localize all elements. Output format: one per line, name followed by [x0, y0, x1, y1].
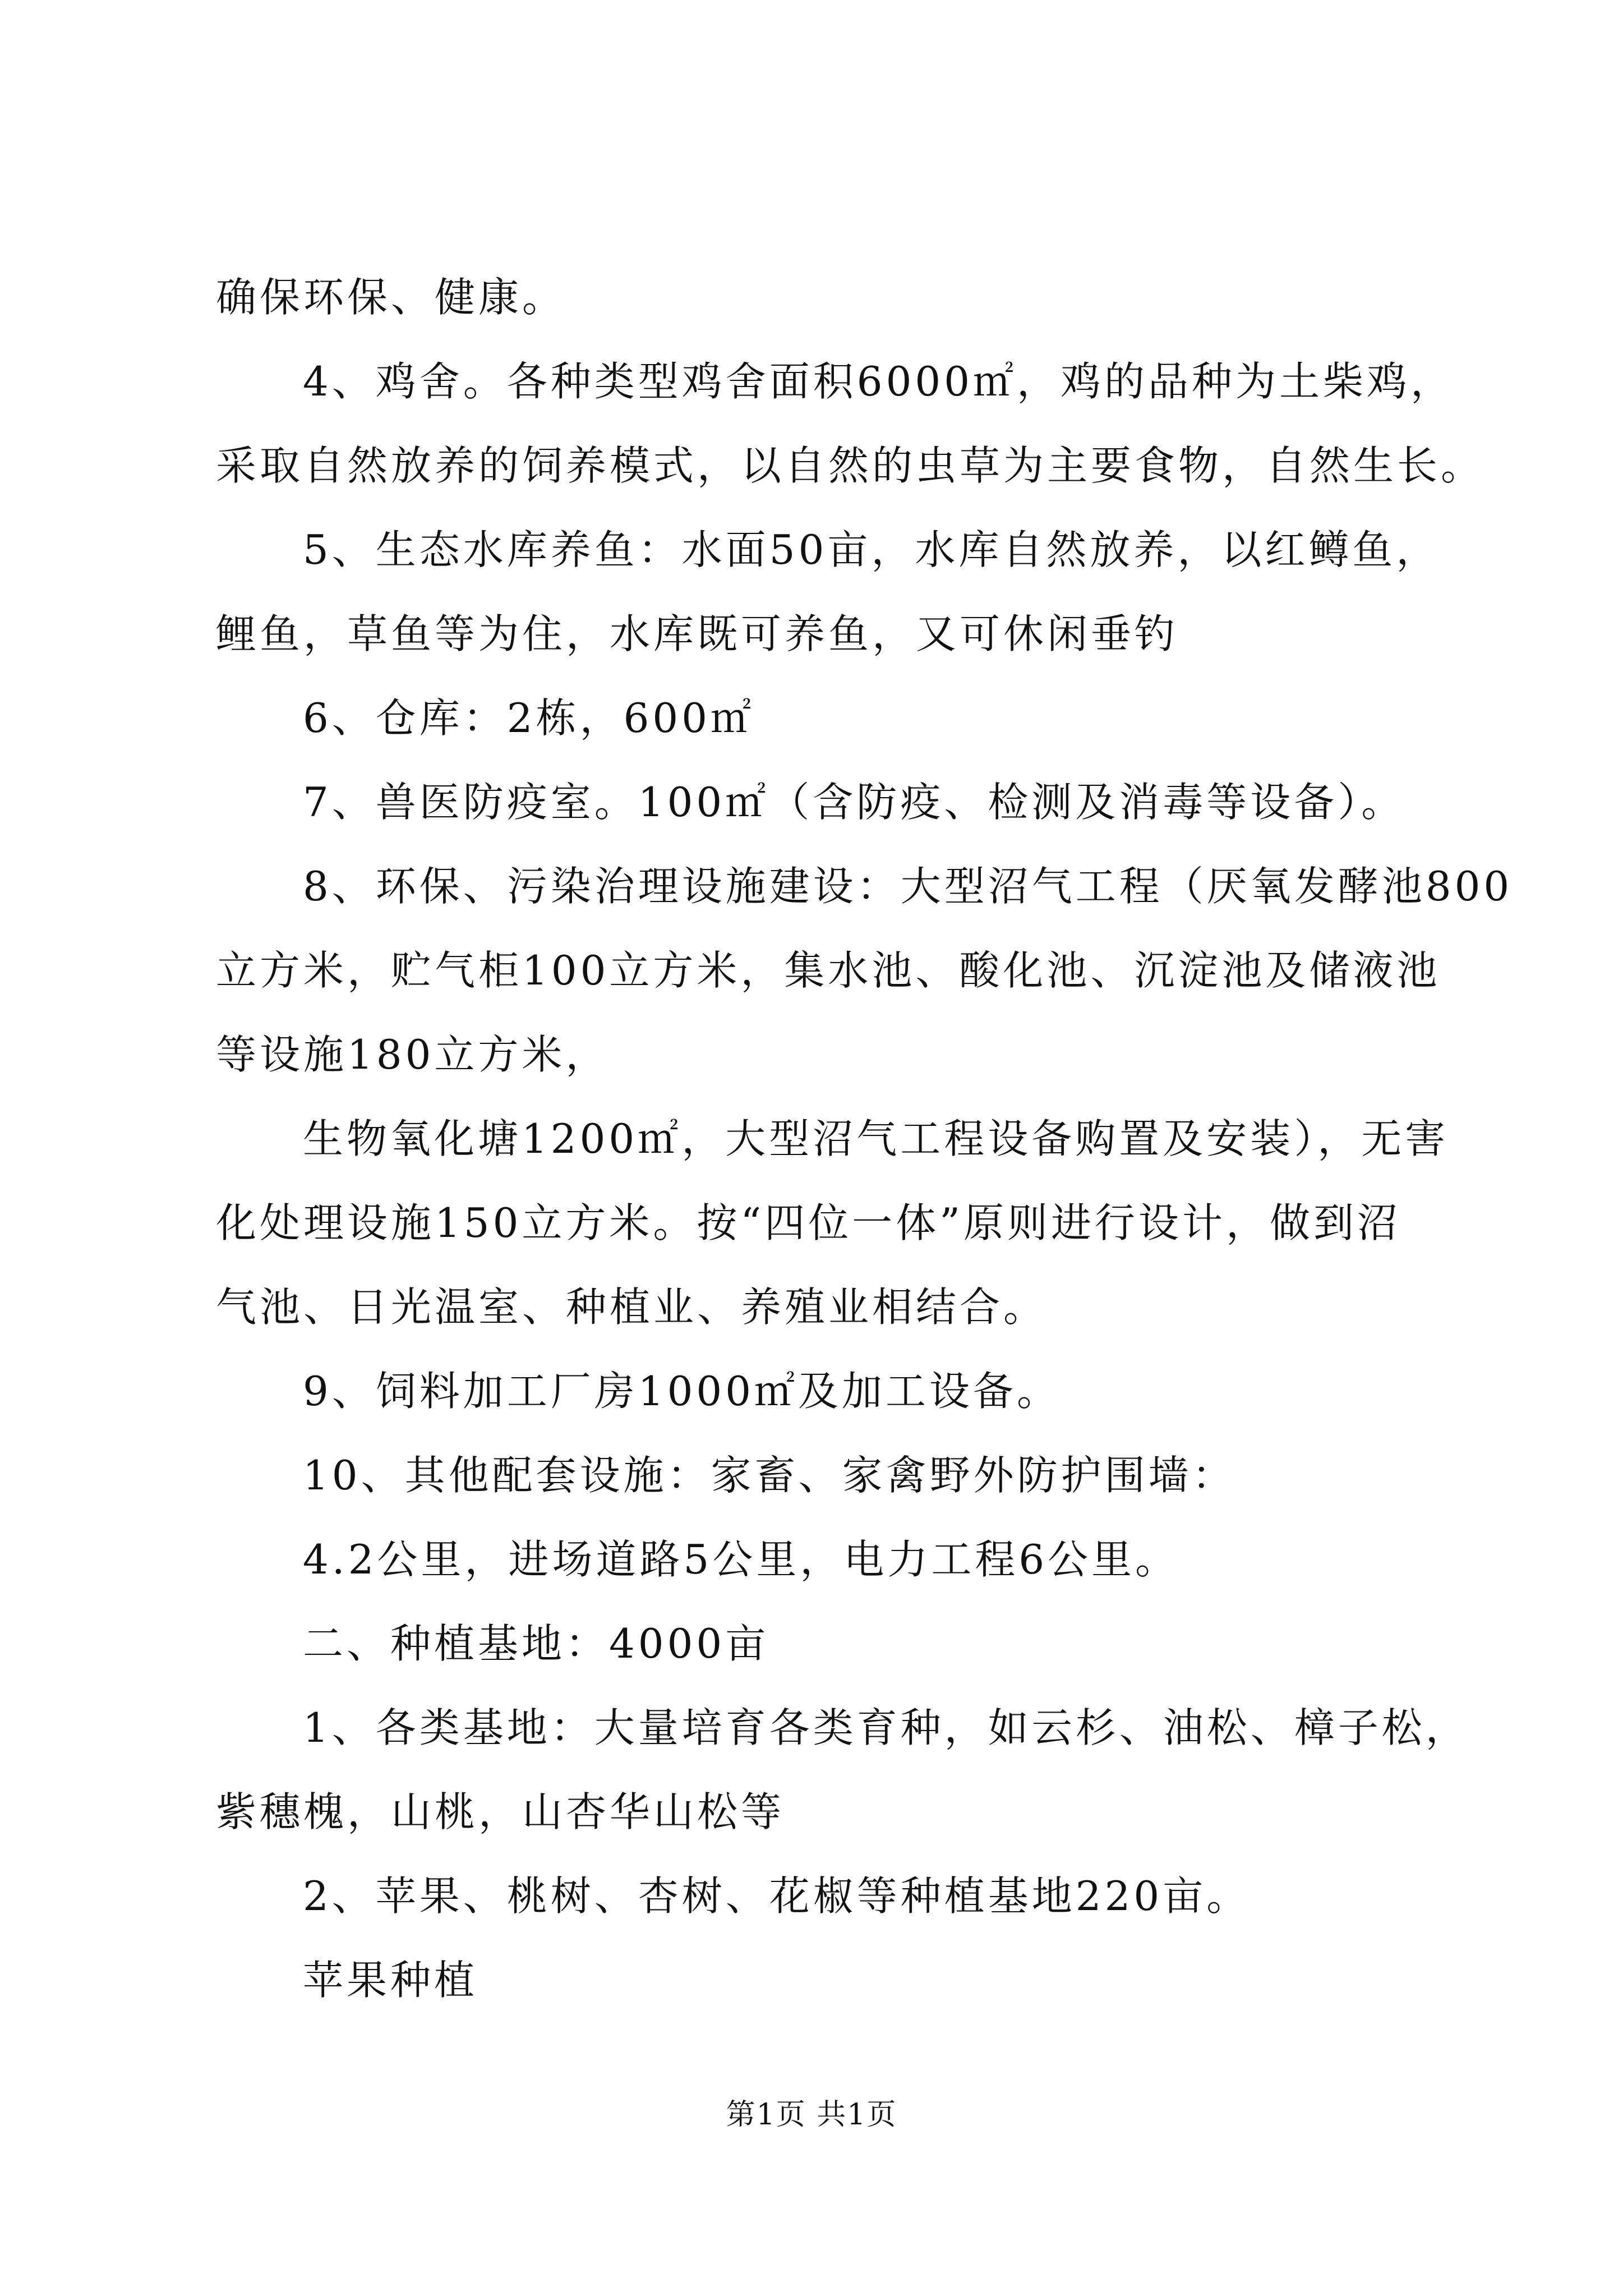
text-line: 7、兽医防疫室。100㎡（含防疫、检测及消毒等设备）。 [303, 779, 1405, 826]
text-line: 鲤鱼，草鱼等为住，水库既可养鱼，又可休闲垂钓 [216, 610, 1179, 657]
text-line: 苹果种植 [303, 1957, 478, 2004]
text-line: 气池、日光温室、种植业、养殖业相结合。 [216, 1283, 1048, 1331]
text-line: 8、环保、污染治理设施建设：大型沼气工程（厌氧发酵池800 [303, 863, 1513, 910]
text-line: 化处理设施150立方米。按“四位一体”原则进行设计，做到沼 [216, 1199, 1401, 1246]
text-line: 5、生态水库养鱼：水面50亩，水库自然放养，以红鳟鱼， [303, 526, 1440, 573]
text-line: 确保环保、健康。 [216, 274, 566, 321]
text-line: 生物氧化塘1200㎡，大型沼气工程设备购置及安装），无害 [303, 1115, 1449, 1162]
text-line: 10、其他配套设施：家畜、家禽野外防护围墙： [303, 1452, 1236, 1499]
text-line: 二、种植基地：4000亩 [303, 1620, 769, 1667]
text-line: 立方米，贮气柜100立方米，集水池、酸化池、沉淀池及储液池 [216, 947, 1441, 994]
text-line: 4.2公里，进场道路5公里，电力工程6公里。 [303, 1536, 1179, 1583]
page-footer: 第1页 共1页 [726, 2098, 897, 2132]
text-line: 1、各类基地：大量培育各类育种，如云杉、油松、樟子松， [303, 1704, 1469, 1751]
text-line: 紫穗槐，山桃，山杏华山松等 [216, 1788, 785, 1835]
text-line: 等设施180立方米， [216, 1031, 610, 1078]
text-line: 采取自然放养的饲养模式，以自然的虫草为主要食物，自然生长。 [216, 442, 1485, 489]
text-line: 6、仓库：2栋，600㎡ [303, 694, 755, 742]
text-line: 9、饲料加工厂房1000㎡及加工设备。 [303, 1368, 1061, 1415]
text-line: 4、鸡舍。各种类型鸡舍面积6000㎡，鸡的品种为土柴鸡， [303, 358, 1455, 405]
text-line: 2、苹果、桃树、杏树、花椒等种植基地220亩。 [303, 1872, 1251, 1920]
